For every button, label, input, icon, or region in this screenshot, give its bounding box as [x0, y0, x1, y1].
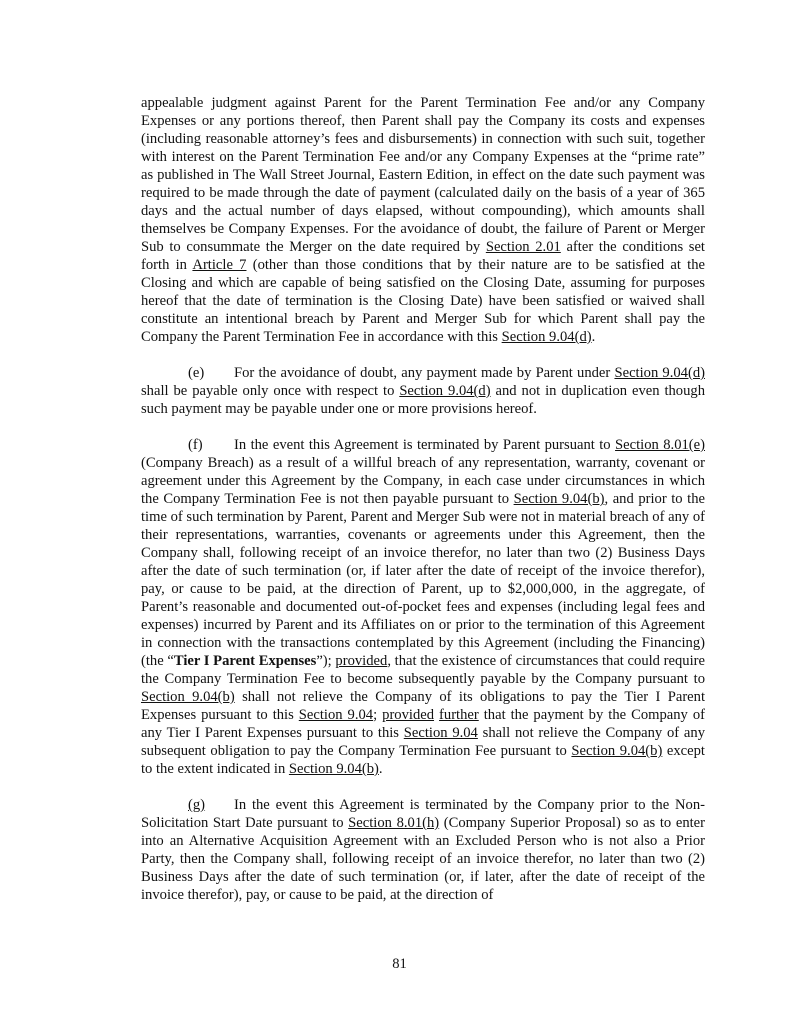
paragraph-text: .	[591, 329, 596, 345]
paragraph-text: For the avoidance of doubt, any payment made by Parent under	[234, 365, 615, 381]
section-reference: Section 9.04	[298, 707, 374, 723]
proviso-term: further	[439, 707, 479, 723]
section-reference: Section 9.04(b)	[141, 689, 235, 705]
section-reference: Section 8.01(e)	[615, 437, 705, 453]
paragraph-text: In the event this Agreement is terminated by the Company prior to the Non-Solicitation Start Date pursuant to	[141, 797, 705, 831]
paragraph-text: ”);	[316, 653, 336, 669]
paragraph-e	[141, 364, 705, 418]
paragraph-text: ;	[373, 707, 383, 723]
paragraph-text: after the conditions set forth in	[141, 239, 705, 273]
paragraph-marker: (f)	[188, 437, 203, 453]
defined-term: Tier I Parent Expenses	[173, 653, 317, 669]
paragraph-text: that the payment by the Company of any Tier I Parent Expenses pursuant to this	[141, 707, 705, 741]
paragraph-text: (Company Breach) as a result of a willful breach of any representation, warranty, covenant or agreement under this Agreement by the Company, in each case under circumstances in which the Company Termination Fee is not then payable pursuant to	[141, 455, 705, 507]
section-reference: Section 9.04(d)	[501, 329, 592, 345]
document-page	[141, 94, 705, 922]
paragraph-text: , and prior to the time of such termination by Parent, Parent and Merger Sub were not in material breach of any of their representations, warranties, covenants or agreements under this Agreement, then the Company shall, following receipt of an invoice therefor, no later than two (2) Business Days after the date of such termination (or, if later after the date of receipt of the invoice therefor), pay, or cause to be paid, at the direction of Parent, up to $2,000,000, in the aggregate, of Parent’s reasonable and documented out-of-pocket fees and expenses (including legal fees and expenses) incurred by Parent and its Affiliates on or prior to the termination of this Agreement in connection with the transactions contemplated by this Agreement (including the Financing) (the “	[141, 491, 705, 669]
paragraph-marker: (e)	[188, 365, 205, 381]
paragraph-d-continuation	[141, 94, 705, 346]
paragraph-text: (Company Superior Proposal) so as to enter into an Alternative Acquisition Agreement with an Excluded Person who is not also a Prior Party, then the Company shall, following receipt of an invoice therefor, no later than two (2) Business Days after the date of such termination (or, if later, after the date of receipt of the invoice therefor), pay, or cause to be paid, at the direction of	[141, 815, 706, 903]
paragraph-marker: (g)	[188, 797, 206, 813]
section-reference: Section 9.04(d)	[614, 365, 705, 381]
paragraph-text: shall be payable only once with respect to	[141, 383, 400, 399]
page-number: 81	[392, 956, 407, 972]
section-reference: Section 9.04	[403, 725, 478, 741]
paragraph-text: In the event this Agreement is terminated by Parent pursuant to	[234, 437, 616, 453]
section-reference: Section 9.04(d)	[399, 383, 491, 399]
proviso-term: provided	[335, 653, 388, 669]
paragraph-f	[141, 436, 705, 778]
paragraph-text: shall not relieve the Company of its obligations to pay the Tier I Parent Expenses pursuant to this	[141, 689, 706, 723]
paragraph-text: .	[378, 761, 383, 777]
paragraph-text: except to the extent indicated in	[141, 743, 705, 777]
paragraph-text: appealable judgment against Parent for the Parent Termination Fee and/or any Company Expenses or any portions thereof, then Parent shall pay the Company its costs and expenses (including reasonable attorney’s fees and disbursements) in connection with such suit, together with interest on the Parent Termination Fee and/or any Company Expenses at the “prime rate” as published in The Wall Street Journal, Eastern Edition, in effect on the date such payment was required to be made through the date of payment (calculated daily on the basis of a year of 365 days and the actual number of days elapsed, without compounding), which amounts shall themselves be Company Expenses. For the avoidance of doubt, the failure of Parent or Merger Sub to consummate the Merger on the date required by	[141, 95, 705, 255]
paragraph-g	[141, 796, 705, 904]
section-reference: Section 9.04(b)	[513, 491, 605, 507]
section-reference: Section 9.04(b)	[571, 743, 663, 759]
section-reference: Section 8.01(h)	[348, 815, 440, 831]
section-reference: Section 2.01	[485, 239, 561, 255]
section-reference: Section 9.04(b)	[288, 761, 379, 777]
paragraph-text: (other than those conditions that by their nature are to be satisfied at the Closing and which are capable of being satisfied on the Closing Date, assuming for purposes hereof that the date of termination is the Closing Date) have been satisfied or waived shall constitute an intentional breach by Parent and Merger Sub for which Parent shall pay the Company the Parent Termination Fee in accordance with this	[141, 257, 706, 345]
paragraph-text: , that the existence of circumstances that could require the Company Termination Fee to become subsequently payable by the Company pursuant to	[141, 653, 705, 687]
paragraph-text: and not in duplication even though such payment may be payable under one or more provisions hereof.	[141, 383, 705, 417]
proviso-term: provided	[382, 707, 435, 723]
article-reference: Article 7	[192, 257, 247, 273]
paragraph-text: shall not relieve the Company of any subsequent obligation to pay the Company Termination Fee pursuant to	[141, 725, 705, 759]
